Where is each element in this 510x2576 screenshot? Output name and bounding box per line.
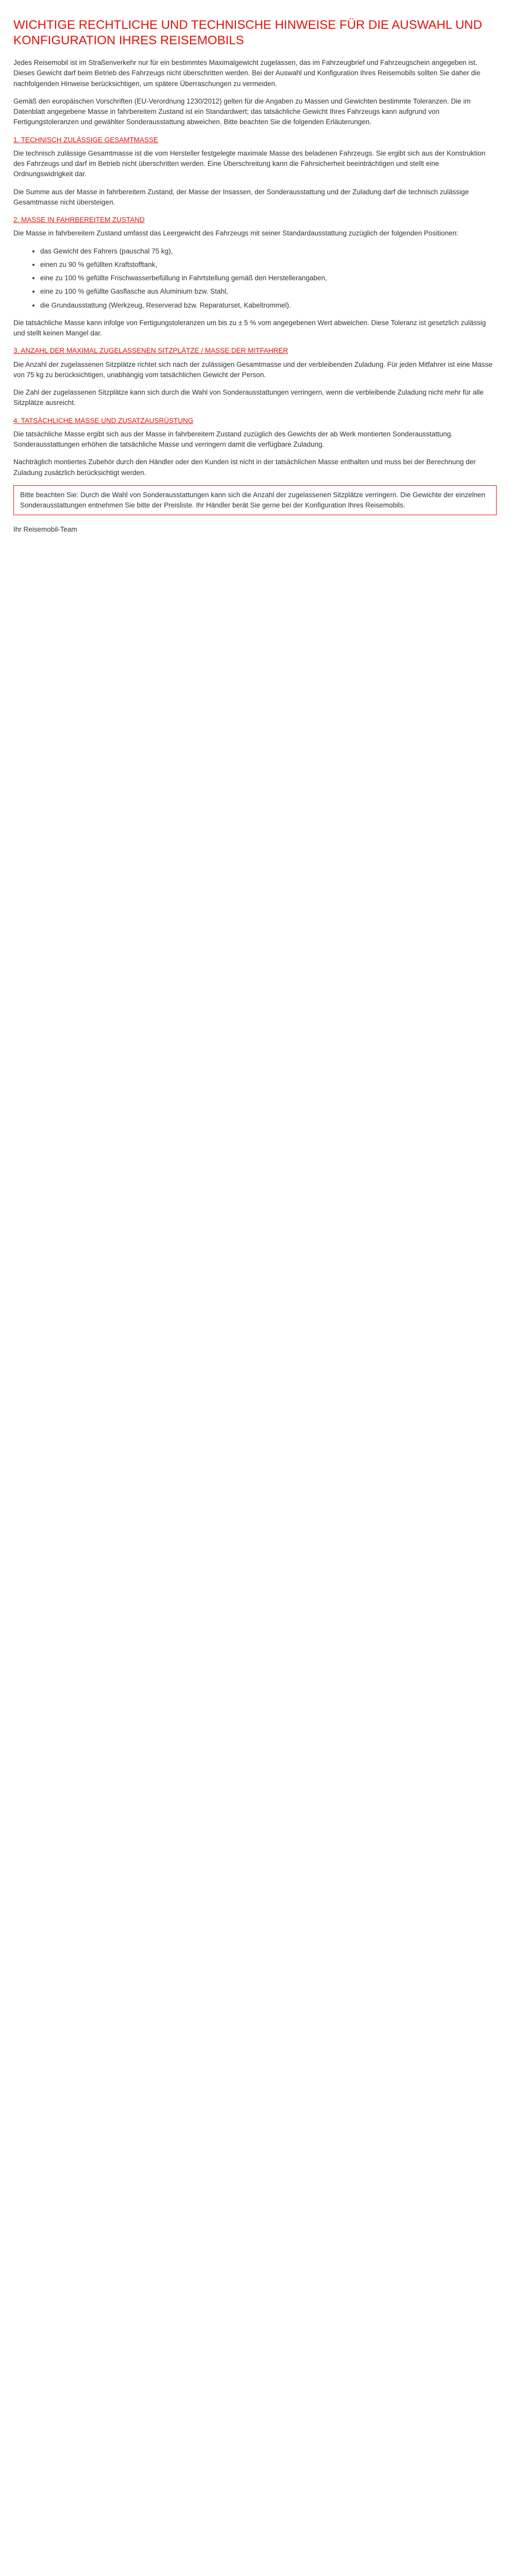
section-1-heading: 1. TECHNISCH ZULÄSSIGE GESAMTMASSE — [13, 135, 159, 144]
section-4-heading: 4. TATSÄCHLICHE MASSE UND ZUSATZAUSRÜSTUNG — [13, 416, 194, 425]
list-item: • eine zu 100 % gefüllte Gasflasche aus Aluminium bzw. Stahl, — [40, 286, 497, 297]
section-4-paragraph-2: Nachträglich montiertes Zubehör durch den Händler oder den Kunden ist nicht in der tatsächlichen Masse enthalten und muss bei der Berechnung der Zuladung zusätzlich berücksichtigt werden. — [13, 458, 476, 477]
section-4-paragraph-1: Die tatsächliche Masse ergibt sich aus der Masse in fahrbereitem Zustand zuzüglich des Gewichts der ab Werk montierten Sonderausstattung. Sonderausstattungen erhöhen die tatsächliche Masse und verringern damit die verfügbare Zuladung. — [13, 430, 453, 448]
document-page — [0, 0, 510, 555]
list-item: • einen zu 90 % gefüllten Kraftstofftank, — [40, 260, 497, 270]
section-3-paragraph-1: Die Anzahl der zugelassenen Sitzplätze richtet sich nach der zulässigen Gesamtmasse und der verbleibenden Zuladung. Für jeden Mitfahrer ist eine Masse von 75 kg zu berücksichtigen, unabhängig vom tatsächlichen Gewicht der Person. — [13, 360, 492, 379]
section-2-list — [13, 246, 497, 311]
list-item: • die Grundausstattung (Werkzeug, Reserverad bzw. Reparaturset, Kabeltrommel). — [40, 300, 497, 311]
section-2-paragraph-1: Die Masse in fahrbereitem Zustand umfasst das Leergewicht des Fahrzeugs mit seiner Standardausstattung zuzüglich der folgenden Positionen: — [13, 229, 458, 238]
list-item: • das Gewicht des Fahrers (pauschal 75 kg), — [40, 246, 497, 257]
section-1-paragraph-2: Die Summe aus der Masse in fahrbereitem Zustand, der Masse der Insassen, der Sonderausstattung und der Zuladung darf die technisch zulässige Gesamtmasse nicht übersteigen. — [13, 188, 469, 206]
section-3-heading: 3. ANZAHL DER MAXIMAL ZUGELASSENEN SITZPLÄTZE / MASSE DER MITFAHRER — [13, 347, 288, 355]
section-2-heading: 2. MASSE IN FAHRBEREITEM ZUSTAND — [13, 216, 145, 224]
section-3-paragraph-2: Die Zahl der zugelassenen Sitzplätze kann sich durch die Wahl von Sonderausstattungen verringern, wenn die verbleibende Zuladung nicht mehr für alle Sitzplätze ausreicht. — [13, 388, 484, 407]
list-item: • eine zu 100 % gefüllte Frischwasserbefüllung in Fahrtstellung gemäß den Herstellerangaben, — [40, 273, 497, 283]
intro-paragraph-1: Jedes Reisemobil ist im Straßenverkehr nur für ein bestimmtes Maximalgewicht zugelassen, das im Fahrzeugbrief und Fahrzeugschein angegeben ist. Dieses Gewicht darf beim Betrieb des Fahrzeugs nicht überschritten werden. Bei der Auswahl und Konfiguration Ihres Reisemobils sollten Sie daher die nachfolgenden Hinweise berücksichtigen, um spätere Überraschungen zu vermeiden. — [13, 59, 481, 88]
notice-text: Bitte beachten Sie: Durch die Wahl von Sonderausstattungen kann sich die Anzahl der zugelassenen Sitzplätze verringern. Die Gewichte der einzelnen Sonderausstattungen entnehmen Sie bitte der Preisliste. Ihr Händler berät Sie gerne bei der Konfiguration Ihres Reisemobils. — [20, 490, 486, 509]
section-1-paragraph-1: Die technisch zulässige Gesamtmasse ist die vom Hersteller festgelegte maximale Masse des beladenen Fahrzeugs. Sie ergibt sich aus der Konstruktion des Fahrzeugs und darf im Betrieb nicht überschritten werden. Eine Überschreitung kann die Fahrsicherheit beeinträchtigen und stellt eine Ordnungswidrigkeit dar. — [13, 149, 486, 178]
page-title: WICHTIGE RECHTLICHE UND TECHNISCHE HINWEISE FÜR DIE AUSWAHL UND KONFIGURATION IHRES REISEMOBILS — [13, 18, 482, 47]
notice-box — [13, 485, 497, 516]
intro-paragraph-2: Gemäß den europäischen Vorschriften (EU-Verordnung 1230/2012) gelten für die Angaben zu Massen und Gewichten bestimmte Toleranzen. Die im Datenblatt angegebene Masse in fahrbereitem Zustand ist ein Standardwert; das tatsächliche Gewicht Ihres Fahrzeugs kann aufgrund von Fertigungstoleranzen und gewählter Sonderausstattung abweichen. Bitte beachten Sie die folgenden Erläuterungen. — [13, 97, 471, 126]
signature: Ihr Reisemobil-Team — [13, 526, 77, 534]
section-2-after: Die tatsächliche Masse kann infolge von Fertigungstoleranzen um bis zu ± 5 % vom angegebenen Wert abweichen. Diese Toleranz ist gesetzlich zulässig und stellt keinen Mangel dar. — [13, 318, 486, 337]
